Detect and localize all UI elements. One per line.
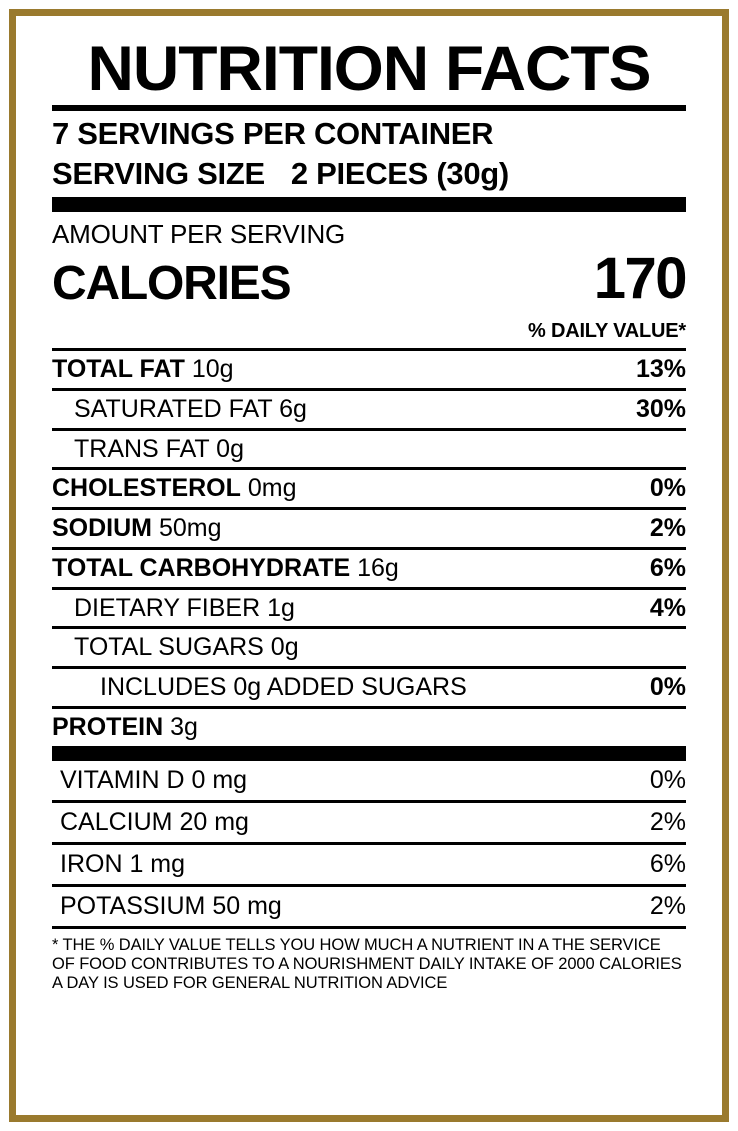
nutrient-name: SATURATED FAT 6g: [74, 394, 307, 423]
daily-value-footnote: * THE % DAILY VALUE TELLS YOU HOW MUCH A NUTRIENT IN A THE SERVICE OF FOOD CONTRIBUTES TO A NOURISHMENT DAILY INTAKE OF 2000 CALORIES A DAY IS USED FOR GENERAL NUTRITION ADVICE: [52, 926, 686, 994]
nutrient-name: SODIUM 50mg: [52, 514, 222, 542]
vitamin-daily-value: 2%: [649, 807, 686, 836]
vitamin-name: CALCIUM 20 mg: [60, 807, 249, 836]
vitamin-row: [52, 800, 686, 842]
nutrient-row: [52, 348, 686, 388]
nutrient-amount: 0g: [209, 434, 244, 463]
nutrient-row: [52, 666, 686, 706]
nutrient-name: TOTAL FAT 10g: [52, 355, 234, 383]
nutrient-amount: 16g: [350, 553, 399, 582]
nutrient-name: TOTAL SUGARS 0g: [74, 633, 299, 662]
nutrient-name: CHOLESTEROL 0mg: [52, 474, 297, 503]
nutrient-amount: 3g: [163, 712, 198, 741]
nutrition-facts-label: [26, 26, 712, 1105]
nutrient-row: [52, 428, 686, 468]
serving-size-row: [52, 153, 686, 197]
vitamin-rows: [52, 761, 686, 926]
divider-thick-above-calories: [52, 197, 686, 212]
nutrient-daily-value: 0%: [649, 474, 686, 503]
nutrient-row: [52, 388, 686, 428]
nutrient-amount: 1g: [260, 593, 295, 622]
calories-label: CALORIES: [52, 257, 291, 310]
nutrient-name: PROTEIN 3g: [52, 712, 198, 741]
nutrient-amount: 0g: [263, 633, 299, 662]
servings-per-container: 7 SERVINGS PER CONTAINER: [52, 116, 494, 151]
vitamin-row: [52, 842, 686, 884]
nutrient-daily-value: 13%: [635, 355, 686, 383]
nutrient-rows: [52, 348, 686, 746]
calories-value: 170: [593, 246, 686, 311]
nutrient-name: DIETARY FIBER 1g: [74, 593, 295, 622]
serving-size-label: SERVING SIZE: [52, 156, 265, 191]
nutrient-row: [52, 467, 686, 507]
calories-row: [52, 246, 686, 311]
nutrient-daily-value: 4%: [649, 593, 686, 622]
nutrient-row: [52, 587, 686, 627]
amount-per-serving-label: AMOUNT PER SERVING: [52, 219, 346, 249]
nutrient-daily-value: 6%: [649, 553, 686, 582]
divider-thick-above-vitamins: [52, 746, 686, 761]
nutrient-row: [52, 547, 686, 587]
page-title: NUTRITION FACTS: [87, 34, 651, 104]
nutrient-amount: 50mg: [152, 514, 222, 542]
vitamin-name: VITAMIN D 0 mg: [60, 765, 248, 794]
nutrient-amount: 6g: [272, 394, 307, 423]
nutrient-name: TRANS FAT 0g: [74, 434, 244, 463]
label-outer-frame: [9, 9, 729, 1122]
nutrient-daily-value: 30%: [635, 394, 686, 423]
vitamin-daily-value: 6%: [649, 849, 686, 878]
nutrient-name: TOTAL CARBOHYDRATE 16g: [52, 553, 399, 582]
vitamin-daily-value: 0%: [649, 765, 686, 794]
vitamin-row: [52, 884, 686, 926]
nutrient-row: [52, 626, 686, 666]
nutrient-daily-value: 2%: [649, 514, 686, 542]
vitamin-row: [52, 761, 686, 800]
nutrient-daily-value: 0%: [649, 673, 686, 701]
nutrient-name: INCLUDES 0g ADDED SUGARS: [100, 673, 467, 701]
vitamin-name: POTASSIUM 50 mg: [60, 891, 282, 920]
vitamin-name: IRON 1 mg: [60, 849, 186, 878]
nutrient-amount: 0mg: [240, 474, 297, 503]
vitamin-daily-value: 2%: [649, 891, 686, 920]
nutrient-amount: 10g: [184, 355, 234, 383]
nutrient-row: [52, 706, 686, 746]
serving-size-value: 2 PIECES (30g): [290, 156, 509, 191]
daily-value-header: % DAILY VALUE*: [528, 320, 686, 342]
nutrient-row: [52, 507, 686, 547]
